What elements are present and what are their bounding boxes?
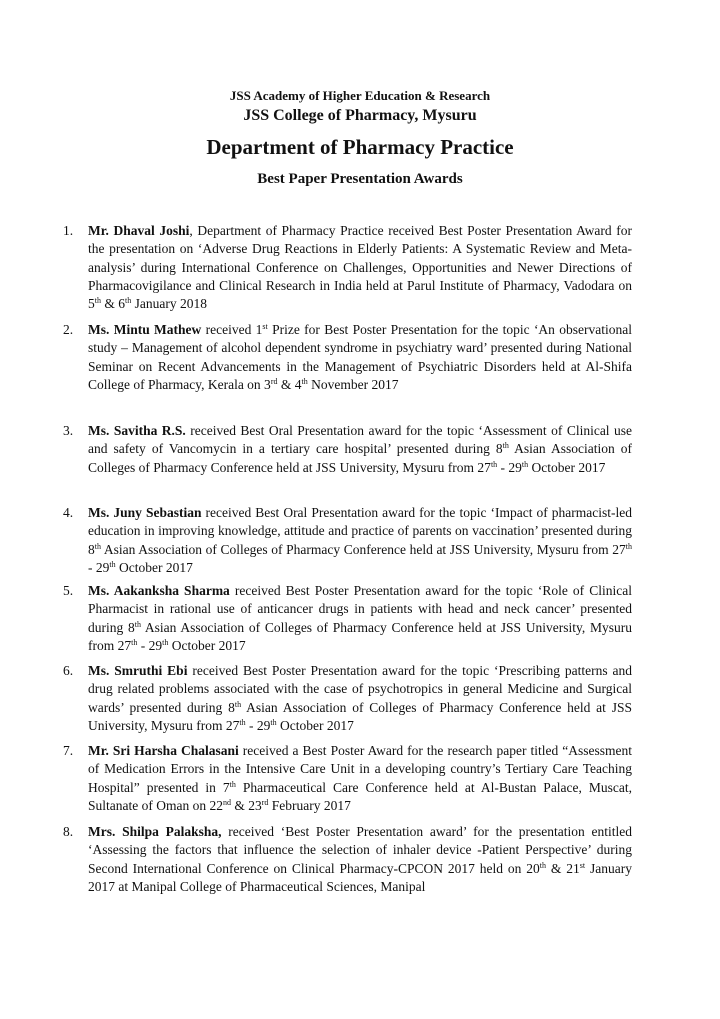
ordinal-suffix: th	[94, 296, 101, 306]
ordinal-suffix: th	[131, 637, 138, 647]
ordinal-suffix: th	[502, 441, 509, 451]
awardee-name: Ms. Smruthi Ebi	[88, 663, 188, 678]
award-description: January 2018	[131, 296, 207, 312]
award-description: received a Best Poster Award for the research paper titled “Assessment of Medication Errors in the Intensive Care Unit in a developing country’s Tertiary Care Teaching Hospital” presented in 7	[88, 743, 632, 795]
college-name: JSS College of Pharmacy, Mysuru	[243, 107, 477, 124]
award-description: November 2017	[307, 376, 399, 392]
ordinal-suffix: th	[162, 637, 169, 647]
award-description: Asian Association of Colleges of Pharmacy Conference held at JSS University, Mysuru from 27	[88, 441, 632, 475]
awardee-name: Mrs. Shilpa Palaksha,	[88, 824, 222, 839]
award-description: Asian Association of Colleges of Pharmacy Conference held at JSS University, Mysuru from 27	[88, 619, 632, 653]
award-description: February 2017	[268, 797, 351, 813]
ordinal-suffix: st	[262, 322, 268, 331]
awardee-name: Mr. Dhaval Joshi	[88, 223, 190, 238]
award-text	[88, 742, 632, 815]
ordinal-suffix: th	[134, 619, 141, 629]
award-number: 8.	[63, 824, 74, 839]
award-number: 6.	[63, 663, 74, 678]
awardee-name: Ms. Mintu Mathew	[88, 322, 202, 337]
awards-subtitle: Best Paper Presentation Awards	[257, 171, 463, 187]
ordinal-suffix: th	[125, 296, 132, 306]
award-description: & 23	[230, 797, 262, 813]
award-description: received Best Oral Presentation award for the topic ‘Impact of pharmacist-led education in improving knowledge, attitude and practice of parents on vaccination’ presented during 8	[88, 505, 632, 557]
ordinal-suffix: th	[239, 717, 246, 727]
ordinal-suffix: th	[521, 459, 529, 469]
ordinal-suffix: th	[94, 541, 101, 551]
award-description: - 29	[88, 559, 110, 575]
award-description: - 29	[497, 459, 522, 475]
award-description: - 29	[137, 637, 163, 653]
award-text	[88, 422, 632, 477]
ordinal-suffix: th	[490, 459, 498, 469]
award-text	[88, 823, 632, 896]
award-description: Pharmaceutical Care Conference held at Al-Bustan Palace, Muscat, Sultanate of Oman on 22	[88, 779, 632, 813]
award-description: October 2017	[276, 717, 354, 733]
awardee-name: Ms. Aakanksha Sharma	[88, 583, 230, 598]
award-description: Prize for Best Poster Presentation for the topic ‘An observational study – Management of alcohol dependent syndrome in psychiatry ward’ presented during National Seminar on Recent Advancements in the Management of Psychiatric Disorders held at Al-Shifa College of Pharmacy, Kerala on 3	[88, 322, 632, 392]
award-description: January 2017 at Manipal College of Pharmaceutical Sciences, Manipal	[88, 860, 633, 894]
award-number: 4.	[63, 505, 74, 520]
award-description: & 21	[546, 860, 580, 876]
department-title: Department of Pharmacy Practice	[206, 135, 514, 159]
award-description: October 2017	[115, 559, 193, 575]
award-description: received Best Poster Presentation award for the topic ‘Role of Clinical Pharmacist in rational use of anticancer drugs in patients with head and neck cancer’ presented during 8	[88, 583, 632, 635]
awardee-name: Mr. Sri Harsha Chalasani	[88, 743, 239, 758]
ordinal-suffix: th	[539, 860, 547, 870]
award-description: received Best Poster Presentation award for the topic ‘Prescribing patterns and drug related problems associated with the case of psychotropics in general Medicine and Surgical wards’ presented during 8	[88, 663, 632, 715]
award-text	[88, 222, 632, 313]
award-number: 1.	[63, 223, 74, 238]
award-description: & 4	[277, 376, 302, 392]
award-text	[88, 321, 632, 394]
ordinal-suffix: nd	[222, 797, 231, 807]
ordinal-suffix: th	[234, 699, 242, 709]
ordinal-suffix: th	[229, 779, 236, 789]
award-description: Asian Association of Colleges of Pharmacy Conference held at JSS University, Mysuru from 27	[88, 699, 632, 733]
award-number: 7.	[63, 743, 74, 758]
ordinal-suffix: th	[109, 559, 116, 569]
award-description: - 29	[245, 717, 271, 733]
award-number: 5.	[63, 583, 74, 598]
award-description: October 2017	[528, 459, 606, 475]
award-description: received 1	[201, 322, 263, 337]
academy-name: JSS Academy of Higher Education & Research	[229, 88, 491, 103]
award-description: , Department of Pharmacy Practice received Best Poster Presentation Award for the presentation on ‘Adverse Drug Reactions in Elderly Patients: A Systematic Review and Meta-analysis’ during International Conference on Challenges, Opportunities and Newer Directions of Pharmacovigilance and Clinical Research in India held at Parul Institute of Pharmacy, Vadodara on 5	[88, 223, 632, 312]
award-number: 2.	[63, 322, 74, 337]
ordinal-suffix: th	[301, 376, 308, 386]
ordinal-suffix: th	[270, 717, 277, 727]
award-number: 3.	[63, 423, 74, 438]
award-description: October 2017	[168, 637, 246, 653]
award-text	[88, 662, 632, 735]
award-description: Asian Association of Colleges of Pharmacy Conference held at JSS University, Mysuru from 27	[100, 541, 626, 557]
award-description: received Best Oral Presentation award for the topic ‘Assessment of Clinical use and safety of Vancomycin in a tertiary care hospital’ presented during 8	[88, 423, 632, 457]
ordinal-suffix: rd	[270, 376, 278, 386]
award-text	[88, 582, 632, 655]
ordinal-suffix: th	[625, 541, 632, 551]
awardee-name: Ms. Juny Sebastian	[88, 505, 202, 520]
awardee-name: Ms. Savitha R.S.	[88, 423, 186, 438]
award-description: received ‘Best Poster Presentation award’ for the presentation entitled ‘Assessing the factors that influence the selection of inhaler device -Patient Perspective’ during Second International Conference on Clinical Pharmacy-CPCON 2017 held on 20	[88, 824, 633, 876]
award-text	[88, 504, 632, 577]
award-description: & 6	[100, 296, 125, 312]
ordinal-suffix: rd	[261, 797, 269, 807]
ordinal-suffix: st	[579, 860, 586, 870]
